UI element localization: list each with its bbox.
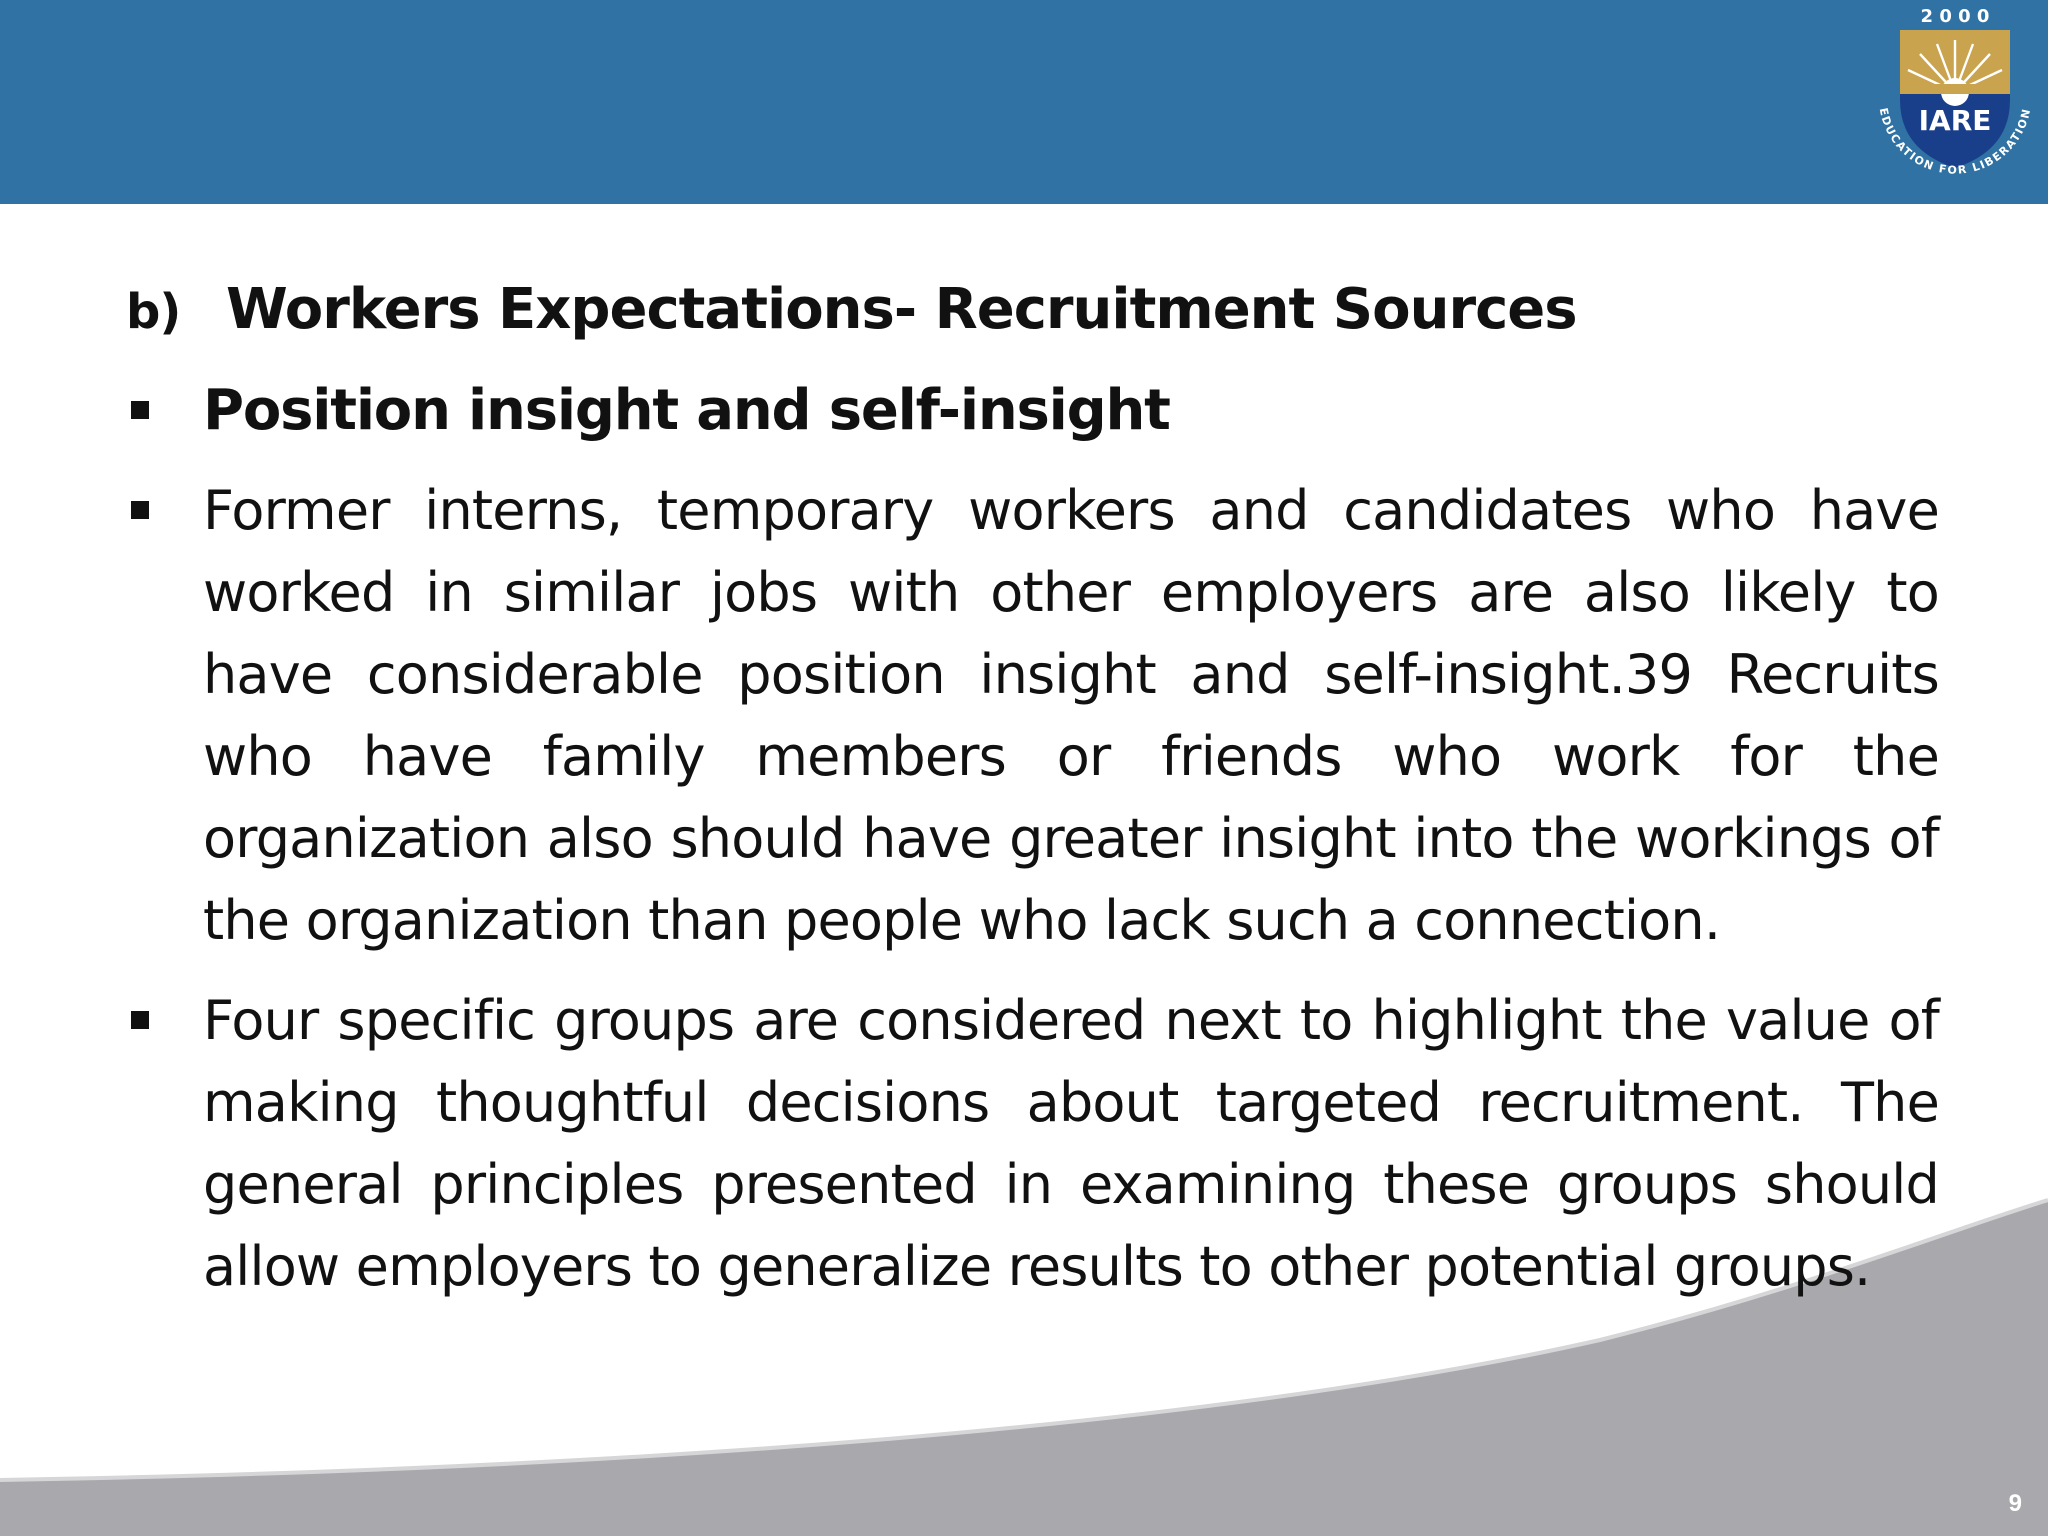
- heading-text: Workers Expectations- Recruitment Sources: [226, 277, 1577, 342]
- heading-marker: b): [126, 284, 181, 340]
- logo-name: IARE: [1918, 104, 1992, 137]
- square-bullet-icon: [131, 401, 149, 419]
- bullet-text: Four specific groups are considered next to highlight the value of making thoughtful decisions about targeted recruitment. The general principles presented in examining these groups should allow employers to generalize results to other potential groups.: [203, 989, 1939, 1298]
- logo-year: 2 0 0 0: [1920, 6, 1990, 27]
- bullet-item: [0, 370, 1939, 452]
- bullet-text: Former interns, temporary workers and candidates who have worked in similar jobs with other employers are also likely to have considerable position insight and self-insight.39 Recruits who have family members or friends who work for the organization also should have greater insight into the workings of the organization than people who lack such a connection.: [203, 479, 1939, 952]
- slide-heading: [126, 270, 1577, 352]
- page-number: 9: [2008, 1490, 2022, 1517]
- square-bullet-icon: [131, 501, 149, 519]
- bullet-item: [0, 470, 1939, 962]
- square-bullet-icon: [131, 1011, 149, 1029]
- bullet-list: [0, 370, 2048, 1326]
- bullet-text: Position insight and self-insight: [203, 378, 1170, 443]
- logo-motto: EDUCATION FOR LIBERATION: [1876, 106, 2034, 177]
- bullet-item: [0, 980, 1939, 1308]
